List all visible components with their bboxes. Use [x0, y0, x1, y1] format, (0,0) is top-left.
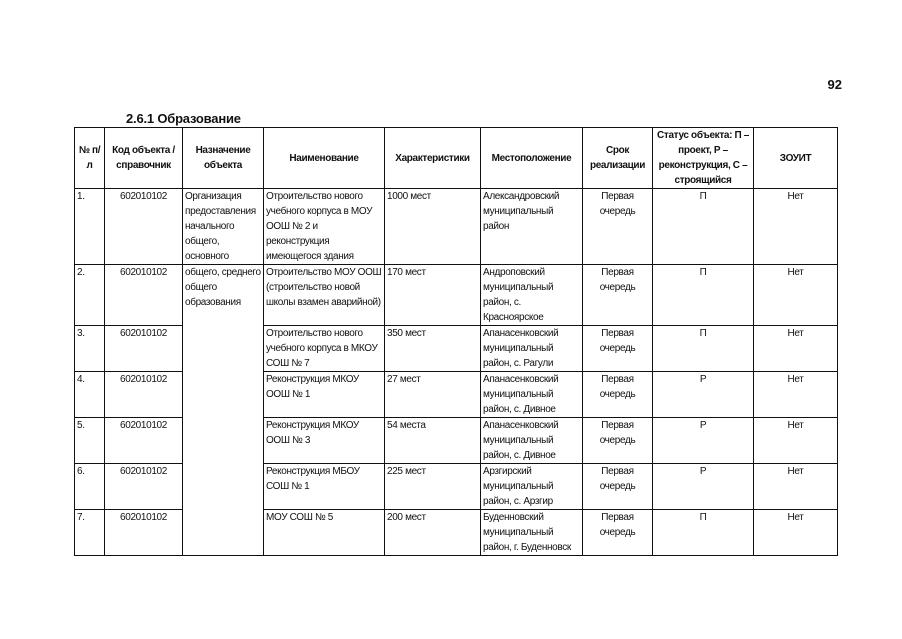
- cell-code: 602010102: [105, 464, 183, 510]
- cell-num: 3.: [75, 326, 105, 372]
- cell-characteristics: 1000 мест: [385, 189, 481, 265]
- cell-status: П: [653, 326, 754, 372]
- cell-term: Первая очередь: [583, 189, 653, 265]
- cell-code: 602010102: [105, 418, 183, 464]
- cell-term: Первая очередь: [583, 326, 653, 372]
- header-num: № п/л: [75, 128, 105, 189]
- table-header-row: [75, 128, 838, 189]
- header-characteristics: Характеристики: [385, 128, 481, 189]
- header-term: Срок реализации: [583, 128, 653, 189]
- page-number: 92: [827, 77, 842, 92]
- header-name: Наименование: [264, 128, 385, 189]
- cell-status: П: [653, 189, 754, 265]
- cell-code: 602010102: [105, 189, 183, 265]
- cell-purpose: Организация предоставления начального общего, основного: [183, 189, 264, 265]
- cell-location: Арзгирский муниципальный район, с. Арзгир: [481, 464, 583, 510]
- cell-name: Реконструкция МКОУ ООШ № 3: [264, 418, 385, 464]
- cell-zouit: Нет: [754, 372, 838, 418]
- cell-term: Первая очередь: [583, 510, 653, 556]
- cell-name: МОУ СОШ № 5: [264, 510, 385, 556]
- cell-zouit: Нет: [754, 464, 838, 510]
- cell-code: 602010102: [105, 372, 183, 418]
- cell-code: 602010102: [105, 510, 183, 556]
- cell-num: 4.: [75, 372, 105, 418]
- cell-zouit: Нет: [754, 326, 838, 372]
- table-row: [75, 265, 838, 326]
- cell-characteristics: 27 мест: [385, 372, 481, 418]
- cell-zouit: Нет: [754, 510, 838, 556]
- cell-code: 602010102: [105, 265, 183, 326]
- cell-status: П: [653, 265, 754, 326]
- cell-name: Реконструкция МБОУ СОШ № 1: [264, 464, 385, 510]
- cell-status: Р: [653, 418, 754, 464]
- cell-location: Александровский муниципальный район: [481, 189, 583, 265]
- header-zouit: ЗОУИТ: [754, 128, 838, 189]
- cell-location: Апанасенковский муниципальный район, с. Дивное: [481, 372, 583, 418]
- cell-purpose: общего, среднего общего образования: [183, 265, 264, 556]
- cell-zouit: Нет: [754, 189, 838, 265]
- header-code: Код объекта / справочник: [105, 128, 183, 189]
- table-row: [75, 189, 838, 265]
- cell-num: 5.: [75, 418, 105, 464]
- cell-status: Р: [653, 464, 754, 510]
- cell-characteristics: 225 мест: [385, 464, 481, 510]
- cell-status: П: [653, 510, 754, 556]
- cell-name: Реконструкция МКОУ ООШ № 1: [264, 372, 385, 418]
- cell-name: Отроительство нового учебного корпуса в МОУ ООШ № 2 и реконструкция имеющегося здания: [264, 189, 385, 265]
- cell-zouit: Нет: [754, 265, 838, 326]
- header-purpose: Назначение объекта: [183, 128, 264, 189]
- cell-num: 1.: [75, 189, 105, 265]
- cell-term: Первая очередь: [583, 265, 653, 326]
- cell-characteristics: 350 мест: [385, 326, 481, 372]
- cell-characteristics: 54 места: [385, 418, 481, 464]
- cell-location: Апанасенковский муниципальный район, с. Рагули: [481, 326, 583, 372]
- cell-term: Первая очередь: [583, 418, 653, 464]
- cell-term: Первая очередь: [583, 372, 653, 418]
- cell-name: Отроительство МОУ ООШ (строительство новой школы взамен аварийной): [264, 265, 385, 326]
- cell-name: Отроительство нового учебного корпуса в МКОУ СОШ № 7: [264, 326, 385, 372]
- cell-location: Андроповский муниципальный район, с. Красноярское: [481, 265, 583, 326]
- cell-location: Апанасенковский муниципальный район, с. Дивное: [481, 418, 583, 464]
- cell-characteristics: 170 мест: [385, 265, 481, 326]
- cell-num: 7.: [75, 510, 105, 556]
- header-location: Местоположение: [481, 128, 583, 189]
- cell-num: 6.: [75, 464, 105, 510]
- cell-code: 602010102: [105, 326, 183, 372]
- cell-status: Р: [653, 372, 754, 418]
- section-title: 2.6.1 Образование: [126, 111, 241, 126]
- cell-zouit: Нет: [754, 418, 838, 464]
- cell-num: 2.: [75, 265, 105, 326]
- header-status: Статус объекта: П – проект, Р – реконструкция, С – строящийся: [653, 128, 754, 189]
- cell-term: Первая очередь: [583, 464, 653, 510]
- cell-characteristics: 200 мест: [385, 510, 481, 556]
- objects-table: [74, 127, 838, 556]
- cell-location: Буденновский муниципальный район, г. Буденновск: [481, 510, 583, 556]
